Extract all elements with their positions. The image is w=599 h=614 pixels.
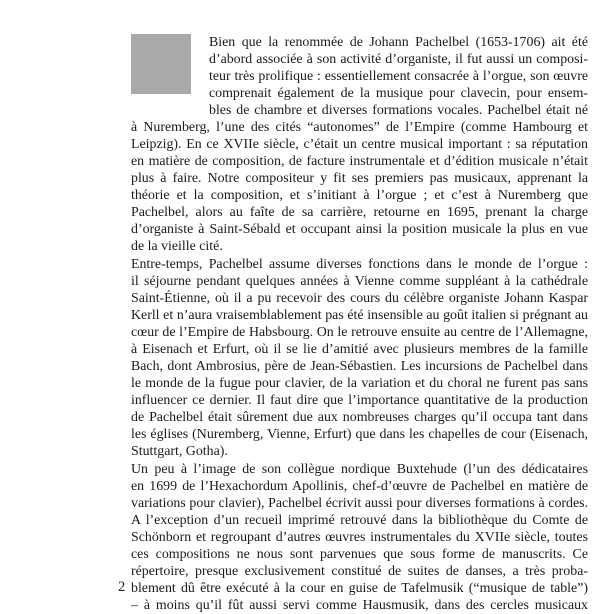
text-line: blement dû être exécuté à la cour en guise de Tafelmusik (“musique de table”) xyxy=(131,581,588,596)
text-line: Entre-temps, Pachelbel assume diverses fonctions dans le monde de l’orgue : xyxy=(131,257,588,272)
text-line: comprenait également de la musique pour clavecin, pour ensem- xyxy=(209,86,588,101)
text-line: ces compositions ne nous sont parvenues que sous forme de manuscrits. Ce xyxy=(131,547,588,562)
text-line: Leipzig). En ce XVIIe siècle, c’était un centre musical important : sa réputation xyxy=(131,137,588,152)
text-line: il séjourne pendant quelques années à Vienne comme suppléant à la cathédrale xyxy=(131,274,588,289)
text-line: teur très prolifique : essentiellement consacrée à l’orgue, son œuvre xyxy=(209,69,588,84)
page-number: 2 xyxy=(118,579,126,595)
text-line: à Eisenach et Erfurt, où il se lie d’amitié avec plusieurs membres de la famille xyxy=(131,342,588,357)
text-line: Bien que la renommée de Johann Pachelbel (1653-1706) ait été xyxy=(209,35,588,50)
text-line: les églises (Nuremberg, Vienne, Erfurt) que dans les chapelles de cour (Eisenach, xyxy=(131,427,588,442)
text-line: d’abord associée à son activité d’organiste, il fut aussi un composi- xyxy=(209,52,588,67)
text-line: cœur de l’Empire de Habsbourg. On le retrouve ensuite au centre de l’Allemagne, xyxy=(131,325,588,340)
text-line: Saint-Étienne, où il a pu recevoir des cours du célèbre organiste Johann Kaspar xyxy=(131,291,588,306)
text-line: plus à faire. Notre compositeur y fit ses premiers pas musicaux, apprenant la xyxy=(131,171,588,186)
text-line: en matière de composition, de facture instrumentale et d’édition musicale n’était xyxy=(131,154,588,169)
text-line: répertoire, presque exclusivement constitué de suites de danses, a très proba- xyxy=(131,564,588,579)
text-line: Kerll et n’aura vraisemblablement pas été insensible au goût italien si prégnant au xyxy=(131,308,588,323)
text-line: d’organiste à Saint-Sébald et occupant ainsi la position musicale la plus en vue xyxy=(131,222,588,237)
text-line: le monde de la fugue pour clavier, de la variation et du choral ne furent pas sans xyxy=(131,376,588,391)
text-line: de la vieille cité. xyxy=(131,239,223,254)
text-line: A l’exception d’un recueil imprimé retrouvé dans la bibliothèque du Comte de xyxy=(131,513,588,528)
text-line: variations pour clavier), Pachelbel écrivit aussi pour diverses formations à cordes. xyxy=(131,496,588,511)
text-line: Schönborn et regroupant d’autres œuvres instrumentales du XVIIe siècle, toutes xyxy=(131,530,588,545)
text-line: théorie et la composition, et s’initiant à l’orgue ; et c’est à Nuremberg que xyxy=(131,188,588,203)
text-line: à Nuremberg, l’une des cités “autonomes” de l’Empire (comme Hambourg et xyxy=(131,120,588,135)
text-line: Un peu à l’image de son collègue nordique Buxtehude (l’un des dédicataires xyxy=(131,462,588,477)
text-line: Pachelbel, alors au faîte de sa carrière, retourne en 1695, prenant la charge xyxy=(131,205,588,220)
text-line: – à moins qu’il fût aussi servi comme Hausmusik, dans des cercles musicaux xyxy=(131,598,588,613)
text-line: influencer ce dernier. Il faut dire que l’importance quantitative de la production xyxy=(131,393,588,408)
text-line: de Pachelbel était sûrement due aux nombreuses charges qu’il occupa tant dans xyxy=(131,410,588,425)
text-line: Bach, dont Ambrosius, père de Jean-Sébastien. Les incursions de Pachelbel dans xyxy=(131,359,588,374)
text-line: bles de chambre et diverses formations vocales. Pachelbel était né xyxy=(209,103,588,118)
text-line: Stuttgart, Gotha). xyxy=(131,444,228,459)
text-line: en 1699 de l’Hexachordum Apollinis, chef-d’œuvre de Pachelbel en matière de xyxy=(131,479,588,494)
